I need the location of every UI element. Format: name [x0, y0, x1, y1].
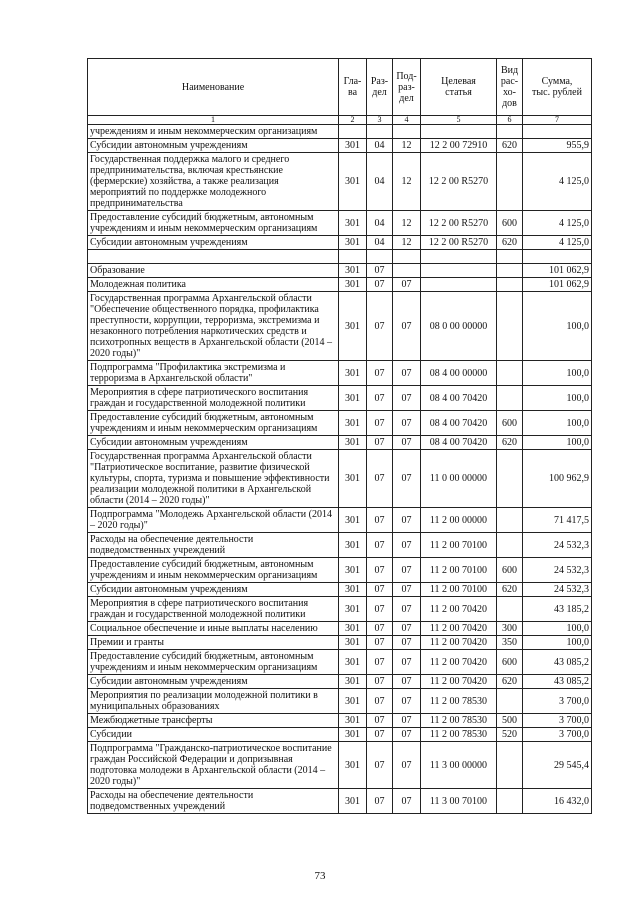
cell-target: 11 2 00 70100 [421, 583, 497, 597]
table-row [88, 789, 592, 814]
col-number: 1 [88, 116, 339, 125]
cell-target: 12 2 00 72910 [421, 139, 497, 153]
cell-target: 08 4 00 70420 [421, 436, 497, 450]
cell-name: учреждениям и иным некоммерческим организациям [88, 125, 339, 139]
cell-target: 08 4 00 70420 [421, 386, 497, 411]
cell-name: Молодежная политика [88, 278, 339, 292]
cell-chapter: 301 [339, 436, 367, 450]
cell-target: 11 2 00 70420 [421, 622, 497, 636]
table-row [88, 125, 592, 139]
cell-exp-type: 300 [497, 622, 523, 636]
col-header-section [367, 59, 393, 116]
cell-target: 11 2 00 78530 [421, 728, 497, 742]
cell-chapter: 301 [339, 139, 367, 153]
cell-name: Субсидии автономным учреждениям [88, 236, 339, 250]
cell-section: 07 [367, 742, 393, 789]
cell-amount: 71 417,5 [523, 508, 592, 533]
cell-chapter: 301 [339, 153, 367, 211]
cell-exp-type [497, 789, 523, 814]
cell-target [421, 250, 497, 264]
cell-chapter: 301 [339, 675, 367, 689]
cell-target: 08 0 00 00000 [421, 292, 497, 361]
col-header-name: Наименование [88, 59, 339, 116]
cell-target: 11 2 00 70100 [421, 533, 497, 558]
cell-subsection: 07 [393, 650, 421, 675]
cell-subsection: 12 [393, 153, 421, 211]
table-row [88, 264, 592, 278]
cell-subsection: 07 [393, 689, 421, 714]
cell-target: 12 2 00 R5270 [421, 236, 497, 250]
cell-section: 07 [367, 789, 393, 814]
cell-target: 11 2 00 70420 [421, 675, 497, 689]
cell-amount: 100,0 [523, 292, 592, 361]
cell-section: 07 [367, 583, 393, 597]
cell-amount: 43 085,2 [523, 650, 592, 675]
cell-amount: 100,0 [523, 636, 592, 650]
cell-section: 07 [367, 622, 393, 636]
cell-target [421, 278, 497, 292]
budget-table [87, 58, 592, 814]
cell-section: 07 [367, 411, 393, 436]
cell-amount: 4 125,0 [523, 153, 592, 211]
table-row [88, 361, 592, 386]
table-row [88, 689, 592, 714]
cell-exp-type [497, 153, 523, 211]
col-header-exp-type [497, 59, 523, 116]
cell-subsection: 12 [393, 236, 421, 250]
cell-name: Мероприятия по реализации молодежной политики в муниципальных образованиях [88, 689, 339, 714]
cell-exp-type: 620 [497, 436, 523, 450]
cell-amount: 3 700,0 [523, 728, 592, 742]
cell-section: 04 [367, 153, 393, 211]
cell-exp-type [497, 533, 523, 558]
cell-exp-type: 600 [497, 411, 523, 436]
cell-target: 11 2 00 70420 [421, 636, 497, 650]
cell-exp-type: 620 [497, 675, 523, 689]
cell-chapter: 301 [339, 386, 367, 411]
cell-name: Субсидии автономным учреждениям [88, 139, 339, 153]
cell-subsection [393, 264, 421, 278]
cell-section: 04 [367, 236, 393, 250]
cell-subsection: 07 [393, 583, 421, 597]
cell-chapter: 301 [339, 264, 367, 278]
cell-amount: 16 432,0 [523, 789, 592, 814]
cell-section: 07 [367, 264, 393, 278]
col-header-exp-type-text: Вид рас- хо- дов [500, 65, 519, 109]
cell-chapter: 301 [339, 450, 367, 508]
cell-name: Субсидии автономным учреждениям [88, 675, 339, 689]
cell-target: 08 4 00 00000 [421, 361, 497, 386]
cell-amount: 24 532,3 [523, 533, 592, 558]
table-row [88, 508, 592, 533]
cell-amount: 100,0 [523, 622, 592, 636]
col-header-chapter-text: Гла- ва [343, 76, 362, 98]
cell-chapter: 301 [339, 278, 367, 292]
cell-name: Субсидии автономным учреждениям [88, 436, 339, 450]
cell-exp-type: 600 [497, 211, 523, 236]
cell-target: 11 2 00 78530 [421, 689, 497, 714]
table-row [88, 236, 592, 250]
cell-name: Предоставление субсидий бюджетным, автономным учреждениям и иным некоммерческим организациям [88, 411, 339, 436]
table-row [88, 622, 592, 636]
cell-name: Субсидии автономным учреждениям [88, 583, 339, 597]
cell-amount: 24 532,3 [523, 558, 592, 583]
cell-subsection: 07 [393, 436, 421, 450]
col-number: 5 [421, 116, 497, 125]
table-row [88, 558, 592, 583]
cell-chapter: 301 [339, 211, 367, 236]
cell-subsection: 07 [393, 278, 421, 292]
table-row [88, 436, 592, 450]
cell-chapter: 301 [339, 533, 367, 558]
cell-section: 07 [367, 436, 393, 450]
cell-section: 04 [367, 139, 393, 153]
cell-chapter: 301 [339, 728, 367, 742]
cell-chapter: 301 [339, 236, 367, 250]
cell-target: 11 2 00 70420 [421, 650, 497, 675]
cell-target [421, 125, 497, 139]
cell-section [367, 250, 393, 264]
table-row [88, 597, 592, 622]
cell-subsection: 12 [393, 211, 421, 236]
col-number: 3 [367, 116, 393, 125]
cell-name: Межбюджетные трансферты [88, 714, 339, 728]
table-row [88, 211, 592, 236]
col-number: 2 [339, 116, 367, 125]
cell-subsection: 07 [393, 597, 421, 622]
cell-amount: 100 962,9 [523, 450, 592, 508]
cell-amount: 100,0 [523, 386, 592, 411]
cell-exp-type [497, 361, 523, 386]
cell-target: 08 4 00 70420 [421, 411, 497, 436]
cell-name: Подпрограмма "Профилактика экстремизма и терроризма в Архангельской области" [88, 361, 339, 386]
cell-amount: 100,0 [523, 411, 592, 436]
cell-chapter: 301 [339, 292, 367, 361]
page-number: 73 [314, 870, 326, 882]
cell-amount [523, 250, 592, 264]
cell-chapter: 301 [339, 714, 367, 728]
cell-section [367, 125, 393, 139]
cell-target: 12 2 00 R5270 [421, 211, 497, 236]
cell-subsection: 07 [393, 450, 421, 508]
table-row [88, 153, 592, 211]
cell-chapter: 301 [339, 622, 367, 636]
cell-exp-type: 600 [497, 650, 523, 675]
table-row [88, 583, 592, 597]
cell-section: 07 [367, 714, 393, 728]
cell-name: Мероприятия в сфере патриотического воспитания граждан и государственной молодежной политики [88, 597, 339, 622]
cell-exp-type: 350 [497, 636, 523, 650]
cell-exp-type [497, 508, 523, 533]
cell-exp-type: 600 [497, 558, 523, 583]
cell-subsection: 07 [393, 386, 421, 411]
cell-subsection [393, 125, 421, 139]
table-row [88, 675, 592, 689]
col-header-subsection-text: Под- раз- дел [396, 70, 417, 104]
cell-name: Подпрограмма "Молодежь Архангельской области (2014 – 2020 годы)" [88, 508, 339, 533]
cell-section: 07 [367, 650, 393, 675]
cell-exp-type [497, 450, 523, 508]
cell-name: Подпрограмма "Гражданско-патриотическое воспитание граждан Российской Федерации и допризывная подготовка молодежи в Архангельской области (2014 – 2020 годы)" [88, 742, 339, 789]
table-row [88, 292, 592, 361]
cell-amount: 24 532,3 [523, 583, 592, 597]
cell-target: 11 2 00 00000 [421, 508, 497, 533]
cell-subsection: 07 [393, 558, 421, 583]
cell-exp-type [497, 689, 523, 714]
cell-target: 11 3 00 00000 [421, 742, 497, 789]
cell-subsection: 07 [393, 789, 421, 814]
cell-subsection: 07 [393, 533, 421, 558]
cell-subsection: 07 [393, 742, 421, 789]
cell-section: 07 [367, 728, 393, 742]
cell-chapter: 301 [339, 558, 367, 583]
table-row [88, 714, 592, 728]
col-header-amount [523, 59, 592, 116]
cell-target: 11 2 00 70100 [421, 558, 497, 583]
cell-section: 07 [367, 292, 393, 361]
cell-subsection: 07 [393, 292, 421, 361]
table-row [88, 278, 592, 292]
cell-section: 07 [367, 689, 393, 714]
cell-subsection: 07 [393, 411, 421, 436]
col-header-target-text: Целевая статья [441, 76, 476, 98]
table-row [88, 139, 592, 153]
cell-section: 07 [367, 533, 393, 558]
table-row [88, 728, 592, 742]
cell-exp-type [497, 386, 523, 411]
cell-amount: 3 700,0 [523, 714, 592, 728]
cell-name: Премии и гранты [88, 636, 339, 650]
cell-exp-type: 500 [497, 714, 523, 728]
cell-chapter: 301 [339, 361, 367, 386]
cell-amount: 100,0 [523, 436, 592, 450]
table-row [88, 411, 592, 436]
cell-section: 04 [367, 211, 393, 236]
cell-amount: 4 125,0 [523, 211, 592, 236]
cell-exp-type: 520 [497, 728, 523, 742]
cell-section: 07 [367, 450, 393, 508]
cell-exp-type [497, 264, 523, 278]
table-row [88, 250, 592, 264]
cell-section: 07 [367, 278, 393, 292]
cell-exp-type: 620 [497, 139, 523, 153]
cell-subsection: 07 [393, 675, 421, 689]
cell-subsection: 07 [393, 622, 421, 636]
cell-amount: 29 545,4 [523, 742, 592, 789]
table-row [88, 386, 592, 411]
cell-amount: 101 062,9 [523, 264, 592, 278]
cell-chapter [339, 250, 367, 264]
cell-section: 07 [367, 558, 393, 583]
cell-amount: 3 700,0 [523, 689, 592, 714]
cell-chapter: 301 [339, 597, 367, 622]
cell-amount: 100,0 [523, 361, 592, 386]
cell-subsection: 07 [393, 508, 421, 533]
cell-subsection: 07 [393, 728, 421, 742]
col-header-amount-text: Сумма, тыс. рублей [532, 76, 582, 98]
cell-subsection [393, 250, 421, 264]
table-row [88, 533, 592, 558]
cell-exp-type: 620 [497, 583, 523, 597]
cell-name: Государственная программа Архангельской области "Обеспечение общественного порядка, профилактика преступности, коррупции, терроризма, экстремизма и незаконного потребления наркотических средств и психотропных веществ в Архангельской области (2014 – 2020 годы)" [88, 292, 339, 361]
cell-chapter: 301 [339, 583, 367, 597]
cell-chapter: 301 [339, 742, 367, 789]
cell-name: Субсидии [88, 728, 339, 742]
col-number: 6 [497, 116, 523, 125]
cell-name: Предоставление субсидий бюджетным, автономным учреждениям и иным некоммерческим организациям [88, 650, 339, 675]
cell-exp-type [497, 278, 523, 292]
cell-amount: 43 185,2 [523, 597, 592, 622]
table-row [88, 742, 592, 789]
cell-chapter: 301 [339, 508, 367, 533]
cell-amount: 955,9 [523, 139, 592, 153]
cell-exp-type: 620 [497, 236, 523, 250]
cell-section: 07 [367, 597, 393, 622]
cell-target [421, 264, 497, 278]
cell-name: Предоставление субсидий бюджетным, автономным учреждениям и иным некоммерческим организациям [88, 211, 339, 236]
cell-exp-type [497, 597, 523, 622]
cell-subsection: 07 [393, 714, 421, 728]
cell-chapter: 301 [339, 689, 367, 714]
column-number-row [88, 116, 592, 125]
cell-target: 11 2 00 70420 [421, 597, 497, 622]
cell-chapter: 301 [339, 789, 367, 814]
cell-exp-type [497, 742, 523, 789]
cell-name: Образование [88, 264, 339, 278]
cell-section: 07 [367, 361, 393, 386]
col-header-section-text: Раз- дел [370, 76, 389, 98]
cell-target: 11 0 00 00000 [421, 450, 497, 508]
cell-target: 11 3 00 70100 [421, 789, 497, 814]
cell-chapter [339, 125, 367, 139]
table-row [88, 636, 592, 650]
cell-chapter: 301 [339, 650, 367, 675]
cell-name: Мероприятия в сфере патриотического воспитания граждан и государственной молодежной политики [88, 386, 339, 411]
col-header-target [421, 59, 497, 116]
cell-name: Расходы на обеспечение деятельности подведомственных учреждений [88, 533, 339, 558]
cell-exp-type [497, 125, 523, 139]
col-number: 7 [523, 116, 592, 125]
cell-name: Государственная поддержка малого и среднего предпринимательства, включая крестьянские (фермерские) хозяйства, а также реализация мероприятий по поддержке молодежного предпринимательства [88, 153, 339, 211]
cell-subsection: 12 [393, 139, 421, 153]
cell-amount: 101 062,9 [523, 278, 592, 292]
cell-section: 07 [367, 386, 393, 411]
cell-name: Социальное обеспечение и иные выплаты населению [88, 622, 339, 636]
header-row [88, 59, 592, 116]
cell-section: 07 [367, 636, 393, 650]
col-header-chapter [339, 59, 367, 116]
cell-amount: 43 085,2 [523, 675, 592, 689]
cell-amount: 4 125,0 [523, 236, 592, 250]
cell-amount [523, 125, 592, 139]
cell-name: Предоставление субсидий бюджетным, автономным учреждениям и иным некоммерческим организациям [88, 558, 339, 583]
cell-subsection: 07 [393, 361, 421, 386]
cell-target: 11 2 00 78530 [421, 714, 497, 728]
col-number: 4 [393, 116, 421, 125]
cell-chapter: 301 [339, 411, 367, 436]
cell-section: 07 [367, 675, 393, 689]
table-row [88, 450, 592, 508]
cell-name [88, 250, 339, 264]
cell-chapter: 301 [339, 636, 367, 650]
cell-section: 07 [367, 508, 393, 533]
col-header-subsection [393, 59, 421, 116]
cell-exp-type [497, 292, 523, 361]
cell-target: 12 2 00 R5270 [421, 153, 497, 211]
cell-subsection: 07 [393, 636, 421, 650]
cell-exp-type [497, 250, 523, 264]
table-row [88, 650, 592, 675]
cell-name: Расходы на обеспечение деятельности подведомственных учреждений [88, 789, 339, 814]
cell-name: Государственная программа Архангельской области "Патриотическое воспитание, развитие физической культуры, спорта, туризма и повышение эффективности реализации молодежной политики в Архангельской области (2014 – 2020 годы)" [88, 450, 339, 508]
